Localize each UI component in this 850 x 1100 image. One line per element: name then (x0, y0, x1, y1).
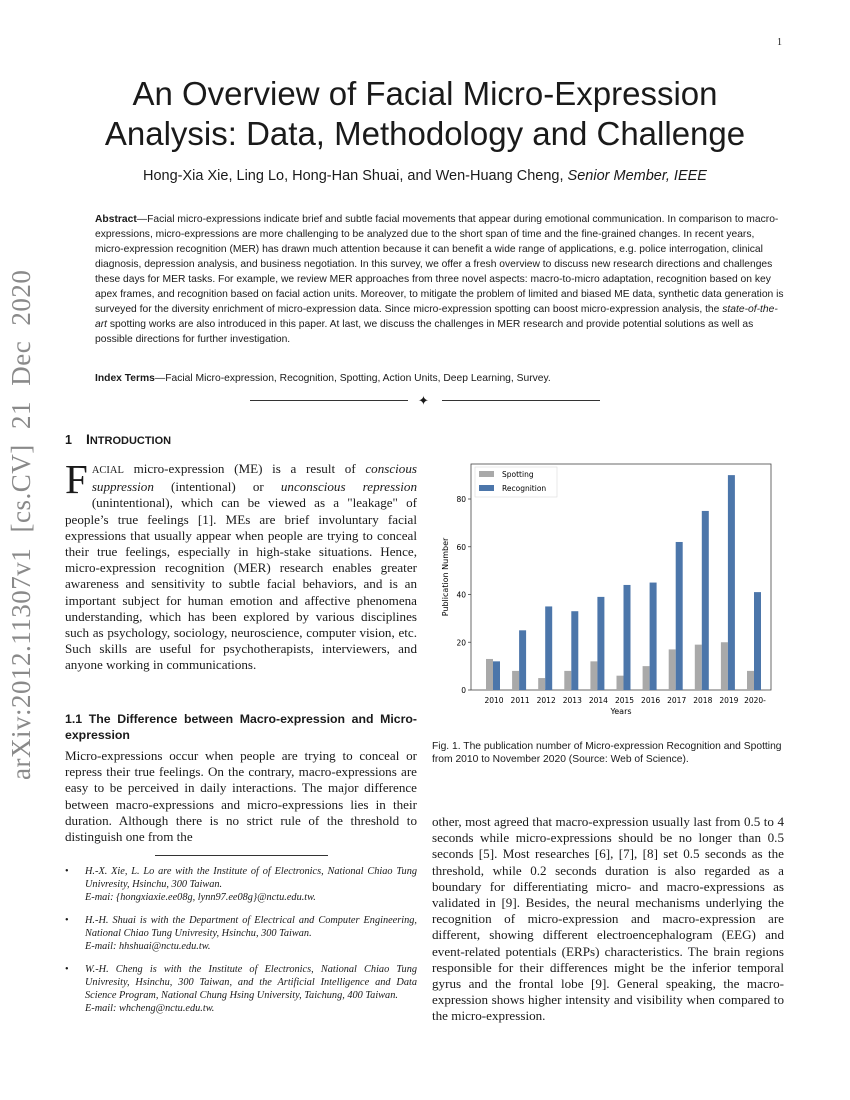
authors (60, 168, 790, 184)
index-terms-text: —Facial Micro-expression, Recognition, Spotting, Action Units, Deep Learning, Survey. (154, 373, 551, 384)
intro-text-1: micro-expression (ME) is a result of (123, 461, 366, 476)
footnote-item (65, 865, 417, 904)
section-divider (250, 393, 600, 407)
index-terms (95, 373, 785, 384)
bar-spotting-2020- (747, 671, 754, 690)
y-tick-label: 20 (456, 638, 466, 648)
index-terms-label: Index Terms (95, 373, 155, 384)
x-tick-label: 2017 (667, 696, 687, 705)
intro-italic-1: conscious suppression (91, 461, 417, 495)
title-line-2: Analysis: Data, Methodology and Challenge (104, 115, 746, 152)
author-names: Hong-Xia Xie, Ling Lo, Hong-Han Shuai, and Wen-Huang Cheng, (143, 168, 564, 184)
bar-recognition-2018 (702, 511, 709, 690)
x-tick-label: 2011 (510, 696, 530, 705)
right-column-paragraph: other, most agreed that macro-expression usually last from 0.5 to 4 seconds while micro-expressions should be no longer than 0.5 seconds [5]. Most researches [6], [7], [8] set 0.5 seconds as the threshold, while 0.2 seconds duration is also regarded as a boundary for differentiating micro- and macro-expressions as validated in [9]. Besides, the neural mechanisms underlying the recognition of micro-expression and macro-expression are different, showing different electroencephalogram (EEG) and event-related potentials (ERPs) characteristics. The brain regions responsible for their differences might be the inferior temporal gyrus and the frontal lobe [9]. General speaking, the macro-expression shows higher intensity and visibility when compared to the micro-expression. (432, 814, 784, 1024)
bar-spotting-2014 (590, 661, 597, 690)
author-membership: Senior Member, IEEE (567, 168, 707, 184)
divider-line-right (442, 400, 600, 401)
subsection-heading: 1.1 The Difference between Macro-expression and Micro-expression (65, 712, 417, 742)
x-tick-label: 2018 (693, 696, 713, 705)
abstract-italic: state-of-the-art (95, 304, 778, 330)
section-heading-introduction (65, 431, 171, 447)
bar-recognition-2013 (571, 611, 578, 690)
diamond-icon: ✦ (418, 393, 429, 408)
introduction-paragraph (65, 456, 417, 674)
y-tick-label: 40 (456, 590, 466, 600)
bar-spotting-2010 (486, 659, 493, 690)
intro-italic-2: unconscious repression (280, 479, 417, 495)
bullet: • (65, 964, 69, 975)
bar-spotting-2019 (721, 642, 728, 690)
footnote-rule (155, 855, 328, 856)
dropcap: F (65, 456, 88, 502)
bar-recognition-2015 (624, 585, 631, 690)
x-tick-label: 2010 (484, 696, 504, 705)
bar-recognition-2011 (519, 630, 526, 690)
chart-legend (475, 467, 557, 497)
x-axis-ticks (484, 696, 766, 705)
y-axis-label: Publication Number (441, 537, 450, 617)
arxiv-stamp: arXiv:2012.11307v1 [cs.CV] 21 Dec 2020 (6, 269, 36, 780)
x-tick-label: 2016 (641, 696, 661, 705)
smallcaps-word: ACIAL (91, 465, 124, 476)
figure-caption: Fig. 1. The publication number of Micro-expression Recognition and Spotting from 2010 to November 2020 (Source: Web of Science). (432, 741, 782, 765)
bar-recognition-2020- (754, 592, 761, 690)
footnote-email: E-mail: hhshuai@nctu.edu.tw. (85, 941, 211, 952)
x-tick-label: 2019 (719, 696, 739, 705)
y-tick-label: 60 (456, 542, 466, 552)
footnote-affiliation: H.-H. Shuai is with the Department of Electrical and Computer Engineering, National Chiao Tung Univresity, Hsinchu, 300 Taiwan. (85, 915, 417, 939)
footnote-affiliation: W.-H. Cheng is with the Institute of Electronics, National Chiao Tung Univresity, Hsinchu, 300 Taiwan, and the Artificial Intelligence and Data Science Program, National Chung Hsing University, Taichung, 400 Taiwan. (85, 964, 417, 1001)
abstract-text: —Facial micro-expressions indicate brief and subtle facial movements that appear during emotional communication. In comparison to macro-expressions, micro-expressions are more challenging to be analyzed due to the short span of time and the fine-grained changes. In recent years, micro-expression recognition (MER) has drawn much attention because it can benefit a wide range of applications, e.g. police interrogation, clinical diagnosis, depression analysis, and business negotiation. In this survey, we offer a fresh overview to discuss new research directions and challenges these days for MER tasks. For example, we review MER approaches from three novel aspects: macro-to-micro adaptation, recognition based on key apex frames, and recognition based on facial action units. Moreover, to mitigate the problem of limited and biased ME data, synthetic data generation is surveyed for the diversity enrichment of micro-expression data. Since micro-expression spotting can boost micro-expression analysis, the (95, 214, 784, 315)
legend-swatch-spotting (479, 471, 494, 477)
publication-bar-chart (432, 456, 784, 721)
bar-recognition-2010 (493, 661, 500, 690)
bar-spotting-2011 (512, 671, 519, 690)
abstract (95, 212, 785, 347)
x-tick-label: 2013 (562, 696, 582, 705)
y-tick-label: 0 (461, 686, 466, 695)
legend-label-recognition: Recognition (502, 484, 547, 493)
y-tick-label: 80 (456, 495, 466, 504)
bar-recognition-2014 (597, 597, 604, 690)
footnote-item (65, 914, 417, 953)
x-tick-label: 2012 (536, 696, 556, 705)
x-axis-label: Years (610, 707, 632, 716)
title-line-1: An Overview of Facial Micro-Expression (132, 75, 718, 112)
y-axis-ticks (456, 495, 471, 695)
bar-recognition-2016 (650, 583, 657, 690)
bullet: • (65, 866, 69, 877)
abstract-text-end: spotting works are also introduced in this paper. At last, we discuss the challenges in MER research and provide potential solutions as well as possible directions for further investigation. (95, 319, 754, 345)
bar-spotting-2013 (564, 671, 571, 690)
intro-text-2: (intentional) or (153, 479, 281, 495)
legend-label-spotting: Spotting (502, 470, 534, 479)
bar-recognition-2012 (545, 606, 552, 690)
section-number: 1 (65, 433, 72, 447)
legend-swatch-recognition (479, 485, 494, 491)
subsection-body: Micro-expressions occur when people are trying to conceal or repress their true feelings. On the contrary, macro-expressions are easy to be perceived in daily interactions. The major difference between macro-expressions and micro-expressions lies in their duration. Although there is no strict rule of the threshold to distinguish one from the (65, 748, 417, 845)
bar-spotting-2012 (538, 678, 545, 690)
abstract-label: Abstract (95, 214, 137, 225)
section-title-first: I (85, 431, 90, 447)
intro-text-3: (unintentional), which can be viewed as a "leakage" of people’s true feelings [1]. MEs are brief involuntary facial expressions that usually appear when people are trying to conceal their true feelings, especially in high-stake situations. Hence, micro-expression recognition (MER) research enables greater awareness and sensitivity to subtle facial behaviors, and is an important subject for human emotion and affective phenomena understanding, which has been explored by various disciplines such as psychology, sociology, neuroscience, computer vision, etc. Such skills are useful for psychotherapists, interviewers, and anyone working in communications. (65, 495, 417, 673)
section-title-rest: NTRODUCTION (89, 435, 172, 447)
x-tick-label: 2014 (588, 696, 608, 705)
footnote-item (65, 963, 417, 1015)
bar-spotting-2015 (617, 676, 624, 690)
bar-spotting-2016 (643, 666, 650, 690)
bar-recognition-2019 (728, 475, 735, 690)
footnote-affiliation: H.-X. Xie, L. Lo are with the Institute of of Electronics, National Chiao Tung Univresity, Hsinchu, 300 Taiwan. (85, 866, 417, 890)
bar-spotting-2018 (695, 645, 702, 690)
bullet: • (65, 915, 69, 926)
x-tick-label: 2015 (614, 696, 635, 705)
footnote-email: E-mai: {hongxiaxie.ee08g, lynn97.ee08g}@nctu.edu.tw. (85, 892, 316, 903)
footnote-email: E-mail: whcheng@nctu.edu.tw. (85, 1003, 215, 1014)
bar-spotting-2017 (669, 649, 676, 690)
page-number: 1 (777, 37, 782, 48)
bar-recognition-2017 (676, 542, 683, 690)
x-tick-label: 2020- (744, 696, 766, 705)
author-footnotes (65, 865, 417, 1025)
divider-line-left (250, 400, 408, 401)
paper-title (60, 74, 790, 154)
